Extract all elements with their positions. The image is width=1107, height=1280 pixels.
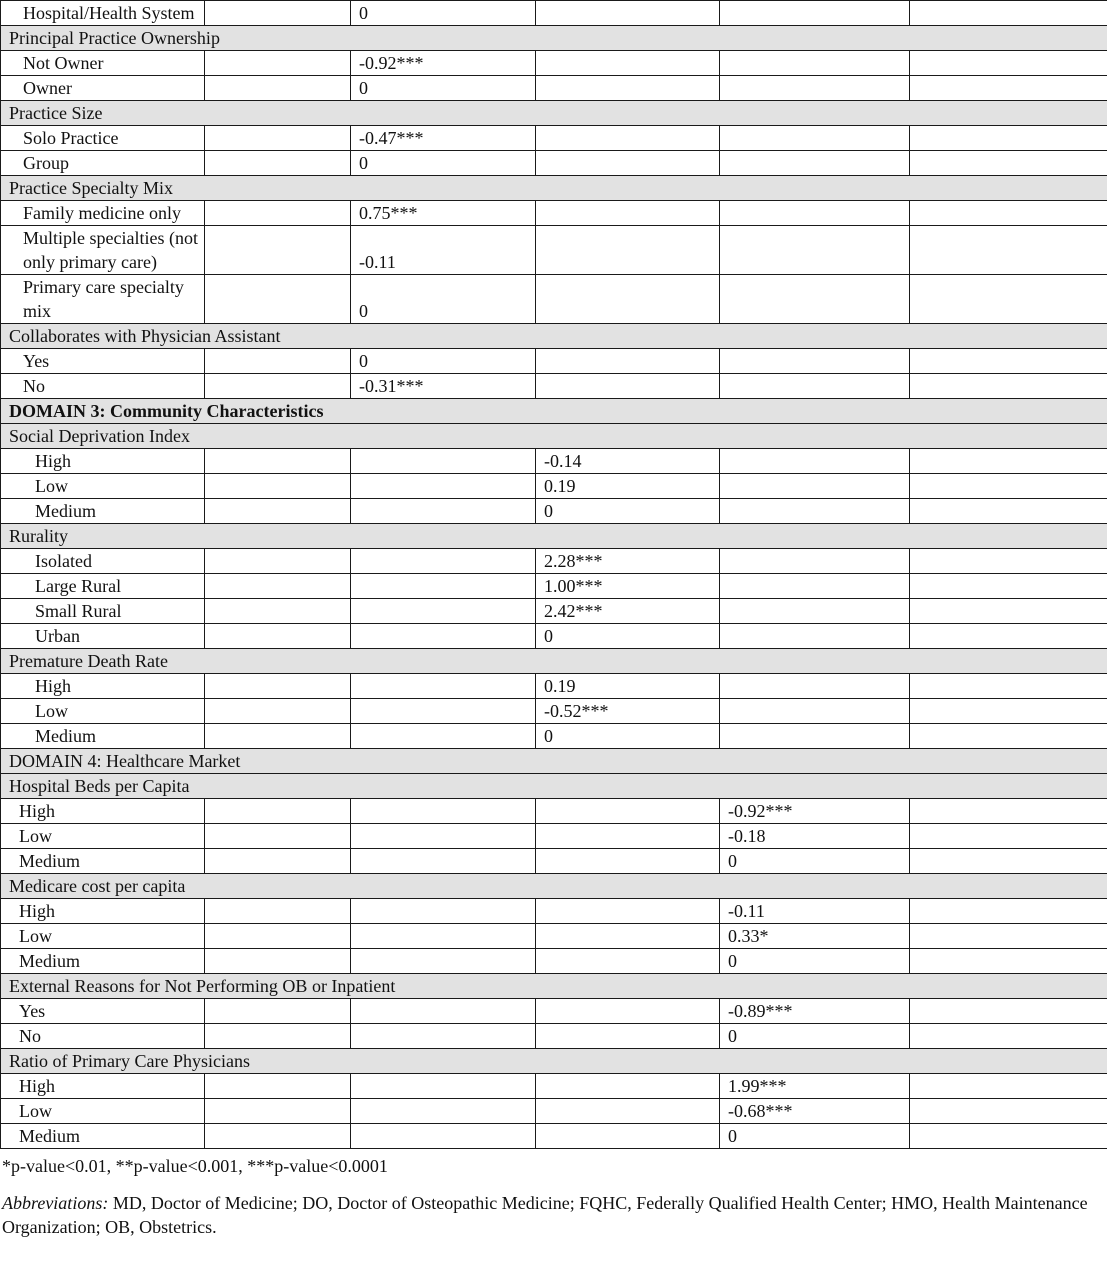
empty-cell bbox=[205, 151, 351, 176]
table-row bbox=[1, 449, 1107, 474]
empty-cell bbox=[536, 924, 720, 949]
empty-cell bbox=[205, 474, 351, 499]
row-label: Small Rural bbox=[1, 599, 205, 624]
section-header-row bbox=[1, 424, 1107, 449]
empty-cell bbox=[910, 374, 1107, 399]
empty-cell bbox=[720, 349, 910, 374]
table-row bbox=[1, 674, 1107, 699]
empty-cell bbox=[910, 949, 1107, 974]
table-row bbox=[1, 724, 1107, 749]
empty-cell bbox=[910, 449, 1107, 474]
row-label: Low bbox=[1, 1099, 205, 1124]
empty-cell bbox=[351, 924, 536, 949]
row-label: Solo Practice bbox=[1, 126, 205, 151]
empty-cell bbox=[720, 76, 910, 101]
empty-cell bbox=[205, 999, 351, 1024]
row-label: Multiple specialties (not only primary care) bbox=[1, 226, 205, 275]
empty-cell bbox=[910, 999, 1107, 1024]
empty-cell bbox=[205, 674, 351, 699]
coefficient-cell: 0 bbox=[351, 151, 536, 176]
section-header-row bbox=[1, 324, 1107, 349]
empty-cell bbox=[720, 474, 910, 499]
section-header-row bbox=[1, 101, 1107, 126]
table-row bbox=[1, 574, 1107, 599]
coefficient-cell: 1.99*** bbox=[720, 1074, 910, 1099]
row-label: Owner bbox=[1, 76, 205, 101]
coefficient-cell: -0.18 bbox=[720, 824, 910, 849]
row-label: Yes bbox=[1, 349, 205, 374]
empty-cell bbox=[351, 574, 536, 599]
coefficient-cell: 0.75*** bbox=[351, 201, 536, 226]
empty-cell bbox=[351, 1099, 536, 1124]
empty-cell bbox=[536, 349, 720, 374]
coefficient-cell: -0.68*** bbox=[720, 1099, 910, 1124]
section-header-row bbox=[1, 874, 1107, 899]
section-header-label: Practice Specialty Mix bbox=[1, 176, 1107, 201]
empty-cell bbox=[205, 924, 351, 949]
table-row bbox=[1, 924, 1107, 949]
empty-cell bbox=[720, 126, 910, 151]
table-row bbox=[1, 226, 1107, 275]
table-row bbox=[1, 349, 1107, 374]
empty-cell bbox=[351, 449, 536, 474]
empty-cell bbox=[536, 126, 720, 151]
empty-cell bbox=[205, 1099, 351, 1124]
empty-cell bbox=[720, 624, 910, 649]
empty-cell bbox=[351, 949, 536, 974]
empty-cell bbox=[536, 1099, 720, 1124]
empty-cell bbox=[351, 824, 536, 849]
empty-cell bbox=[910, 201, 1107, 226]
coefficient-cell: -0.89*** bbox=[720, 999, 910, 1024]
table-row bbox=[1, 824, 1107, 849]
row-label: Medium bbox=[1, 949, 205, 974]
empty-cell bbox=[910, 349, 1107, 374]
empty-cell bbox=[536, 201, 720, 226]
section-header-label: Premature Death Rate bbox=[1, 649, 1107, 674]
empty-cell bbox=[720, 275, 910, 324]
coefficient-cell: 0 bbox=[351, 349, 536, 374]
table-row bbox=[1, 1099, 1107, 1124]
empty-cell bbox=[205, 275, 351, 324]
coefficient-cell: -0.11 bbox=[351, 226, 536, 275]
section-header-label: DOMAIN 4: Healthcare Market bbox=[1, 749, 1107, 774]
empty-cell bbox=[910, 499, 1107, 524]
empty-cell bbox=[536, 949, 720, 974]
coefficient-cell: 0 bbox=[536, 724, 720, 749]
empty-cell bbox=[720, 699, 910, 724]
empty-cell bbox=[910, 799, 1107, 824]
empty-cell bbox=[536, 1, 720, 26]
empty-cell bbox=[720, 51, 910, 76]
empty-cell bbox=[351, 849, 536, 874]
empty-cell bbox=[205, 201, 351, 226]
empty-cell bbox=[910, 474, 1107, 499]
section-header-label: Ratio of Primary Care Physicians bbox=[1, 1049, 1107, 1074]
table-row bbox=[1, 76, 1107, 101]
empty-cell bbox=[536, 899, 720, 924]
abbreviations-label: Abbreviations: bbox=[2, 1193, 109, 1213]
section-header-label: DOMAIN 3: Community Characteristics bbox=[1, 399, 1107, 424]
empty-cell bbox=[205, 949, 351, 974]
empty-cell bbox=[536, 824, 720, 849]
empty-cell bbox=[205, 226, 351, 275]
empty-cell bbox=[205, 624, 351, 649]
coefficient-cell: -0.52*** bbox=[536, 699, 720, 724]
empty-cell bbox=[536, 799, 720, 824]
empty-cell bbox=[910, 924, 1107, 949]
empty-cell bbox=[205, 499, 351, 524]
table-row bbox=[1, 799, 1107, 824]
table-row bbox=[1, 849, 1107, 874]
empty-cell bbox=[910, 51, 1107, 76]
empty-cell bbox=[205, 1, 351, 26]
row-label: Yes bbox=[1, 999, 205, 1024]
section-header-label: Rurality bbox=[1, 524, 1107, 549]
empty-cell bbox=[205, 1024, 351, 1049]
empty-cell bbox=[720, 151, 910, 176]
row-label: Isolated bbox=[1, 549, 205, 574]
empty-cell bbox=[536, 51, 720, 76]
empty-cell bbox=[720, 449, 910, 474]
empty-cell bbox=[910, 76, 1107, 101]
empty-cell bbox=[720, 724, 910, 749]
empty-cell bbox=[351, 599, 536, 624]
table-row bbox=[1, 699, 1107, 724]
empty-cell bbox=[536, 1124, 720, 1149]
empty-cell bbox=[205, 51, 351, 76]
row-label: High bbox=[1, 674, 205, 699]
empty-cell bbox=[536, 1074, 720, 1099]
coefficient-cell: -0.92*** bbox=[720, 799, 910, 824]
empty-cell bbox=[351, 899, 536, 924]
coefficient-cell: 0.33* bbox=[720, 924, 910, 949]
empty-cell bbox=[910, 275, 1107, 324]
row-label: Medium bbox=[1, 499, 205, 524]
row-label: Low bbox=[1, 924, 205, 949]
table-row bbox=[1, 201, 1107, 226]
section-header-row bbox=[1, 1049, 1107, 1074]
coefficient-cell: 1.00*** bbox=[536, 574, 720, 599]
row-label: High bbox=[1, 799, 205, 824]
row-label: High bbox=[1, 899, 205, 924]
empty-cell bbox=[910, 226, 1107, 275]
section-header-row bbox=[1, 974, 1107, 999]
table-row bbox=[1, 1124, 1107, 1149]
empty-cell bbox=[910, 899, 1107, 924]
empty-cell bbox=[205, 899, 351, 924]
empty-cell bbox=[205, 76, 351, 101]
empty-cell bbox=[536, 151, 720, 176]
row-label: Low bbox=[1, 824, 205, 849]
row-label: High bbox=[1, 449, 205, 474]
table-row bbox=[1, 599, 1107, 624]
empty-cell bbox=[351, 799, 536, 824]
row-label: No bbox=[1, 1024, 205, 1049]
empty-cell bbox=[720, 599, 910, 624]
empty-cell bbox=[205, 1074, 351, 1099]
empty-cell bbox=[205, 849, 351, 874]
section-header-label: External Reasons for Not Performing OB or Inpatient bbox=[1, 974, 1107, 999]
empty-cell bbox=[351, 1124, 536, 1149]
empty-cell bbox=[720, 499, 910, 524]
empty-cell bbox=[910, 624, 1107, 649]
coefficient-cell: -0.47*** bbox=[351, 126, 536, 151]
table-row bbox=[1, 151, 1107, 176]
section-header-label: Collaborates with Physician Assistant bbox=[1, 324, 1107, 349]
table-row bbox=[1, 499, 1107, 524]
coefficient-cell: 0 bbox=[536, 624, 720, 649]
table-row bbox=[1, 474, 1107, 499]
coefficient-cell: -0.14 bbox=[536, 449, 720, 474]
empty-cell bbox=[536, 1024, 720, 1049]
section-header-row bbox=[1, 524, 1107, 549]
coefficient-cell: 0 bbox=[351, 275, 536, 324]
abbreviations-text: MD, Doctor of Medicine; DO, Doctor of Osteopathic Medicine; FQHC, Federally Qualified Health Center; HMO, Health Maintenance Organization; OB, Obstetrics. bbox=[2, 1193, 1088, 1237]
empty-cell bbox=[910, 574, 1107, 599]
empty-cell bbox=[720, 374, 910, 399]
empty-cell bbox=[910, 1024, 1107, 1049]
abbreviations-note bbox=[0, 1191, 1107, 1239]
coefficient-cell: 0.19 bbox=[536, 474, 720, 499]
coefficient-cell: 0 bbox=[536, 499, 720, 524]
row-label: No bbox=[1, 374, 205, 399]
empty-cell bbox=[205, 549, 351, 574]
empty-cell bbox=[351, 724, 536, 749]
coefficient-cell: 2.42*** bbox=[536, 599, 720, 624]
empty-cell bbox=[351, 699, 536, 724]
table-body bbox=[1, 1, 1107, 1149]
empty-cell bbox=[910, 1099, 1107, 1124]
coefficient-cell: 0 bbox=[720, 949, 910, 974]
table-row bbox=[1, 549, 1107, 574]
section-header-row bbox=[1, 26, 1107, 51]
coefficient-cell: 2.28*** bbox=[536, 549, 720, 574]
table-row bbox=[1, 624, 1107, 649]
section-header-label: Principal Practice Ownership bbox=[1, 26, 1107, 51]
row-label: Urban bbox=[1, 624, 205, 649]
empty-cell bbox=[351, 674, 536, 699]
section-header-row bbox=[1, 749, 1107, 774]
table-row bbox=[1, 51, 1107, 76]
coefficient-cell: 0 bbox=[720, 1024, 910, 1049]
empty-cell bbox=[720, 201, 910, 226]
empty-cell bbox=[910, 674, 1107, 699]
empty-cell bbox=[910, 824, 1107, 849]
empty-cell bbox=[205, 699, 351, 724]
empty-cell bbox=[205, 599, 351, 624]
table-row bbox=[1, 949, 1107, 974]
empty-cell bbox=[536, 76, 720, 101]
coefficient-cell: 0 bbox=[351, 1, 536, 26]
empty-cell bbox=[720, 674, 910, 699]
empty-cell bbox=[351, 499, 536, 524]
empty-cell bbox=[720, 1, 910, 26]
empty-cell bbox=[910, 724, 1107, 749]
section-header-label: Hospital Beds per Capita bbox=[1, 774, 1107, 799]
section-header-row bbox=[1, 774, 1107, 799]
empty-cell bbox=[910, 599, 1107, 624]
row-label: Low bbox=[1, 474, 205, 499]
empty-cell bbox=[205, 1124, 351, 1149]
section-header-label: Medicare cost per capita bbox=[1, 874, 1107, 899]
row-label: Group bbox=[1, 151, 205, 176]
table-row bbox=[1, 1074, 1107, 1099]
section-header-row bbox=[1, 649, 1107, 674]
empty-cell bbox=[910, 1074, 1107, 1099]
row-label: Low bbox=[1, 699, 205, 724]
coefficient-cell: -0.11 bbox=[720, 899, 910, 924]
row-label: High bbox=[1, 1074, 205, 1099]
coefficient-cell: -0.31*** bbox=[351, 374, 536, 399]
empty-cell bbox=[910, 549, 1107, 574]
empty-cell bbox=[351, 1024, 536, 1049]
coefficient-cell: 0 bbox=[720, 849, 910, 874]
row-label: Not Owner bbox=[1, 51, 205, 76]
empty-cell bbox=[720, 574, 910, 599]
empty-cell bbox=[351, 624, 536, 649]
empty-cell bbox=[351, 474, 536, 499]
empty-cell bbox=[910, 151, 1107, 176]
empty-cell bbox=[205, 799, 351, 824]
table-row bbox=[1, 1, 1107, 26]
empty-cell bbox=[910, 1124, 1107, 1149]
empty-cell bbox=[536, 849, 720, 874]
coefficient-cell: 0.19 bbox=[536, 674, 720, 699]
empty-cell bbox=[910, 849, 1107, 874]
row-label: Hospital/Health System bbox=[1, 1, 205, 26]
row-label: Family medicine only bbox=[1, 201, 205, 226]
table-row bbox=[1, 899, 1107, 924]
empty-cell bbox=[205, 724, 351, 749]
coefficient-cell: -0.92*** bbox=[351, 51, 536, 76]
empty-cell bbox=[351, 999, 536, 1024]
empty-cell bbox=[351, 1074, 536, 1099]
section-header-row bbox=[1, 399, 1107, 424]
empty-cell bbox=[910, 1, 1107, 26]
empty-cell bbox=[910, 699, 1107, 724]
section-header-row bbox=[1, 176, 1107, 201]
table-row bbox=[1, 275, 1107, 324]
significance-footnote: *p-value<0.01, **p-value<0.001, ***p-value<0.0001 bbox=[2, 1156, 388, 1176]
empty-cell bbox=[205, 449, 351, 474]
empty-cell bbox=[536, 275, 720, 324]
coefficient-cell: 0 bbox=[720, 1124, 910, 1149]
empty-cell bbox=[205, 574, 351, 599]
empty-cell bbox=[536, 374, 720, 399]
empty-cell bbox=[536, 999, 720, 1024]
empty-cell bbox=[720, 226, 910, 275]
table-row bbox=[1, 374, 1107, 399]
row-label: Large Rural bbox=[1, 574, 205, 599]
row-label: Medium bbox=[1, 724, 205, 749]
table-row bbox=[1, 999, 1107, 1024]
empty-cell bbox=[205, 126, 351, 151]
empty-cell bbox=[205, 824, 351, 849]
section-header-label: Social Deprivation Index bbox=[1, 424, 1107, 449]
empty-cell bbox=[205, 374, 351, 399]
row-label: Primary care specialty mix bbox=[1, 275, 205, 324]
empty-cell bbox=[205, 349, 351, 374]
empty-cell bbox=[720, 549, 910, 574]
empty-cell bbox=[910, 126, 1107, 151]
table-row bbox=[1, 126, 1107, 151]
empty-cell bbox=[536, 226, 720, 275]
empty-cell bbox=[351, 549, 536, 574]
section-header-label: Practice Size bbox=[1, 101, 1107, 126]
row-label: Medium bbox=[1, 849, 205, 874]
table-row bbox=[1, 1024, 1107, 1049]
coefficient-cell: 0 bbox=[351, 76, 536, 101]
row-label: Medium bbox=[1, 1124, 205, 1149]
